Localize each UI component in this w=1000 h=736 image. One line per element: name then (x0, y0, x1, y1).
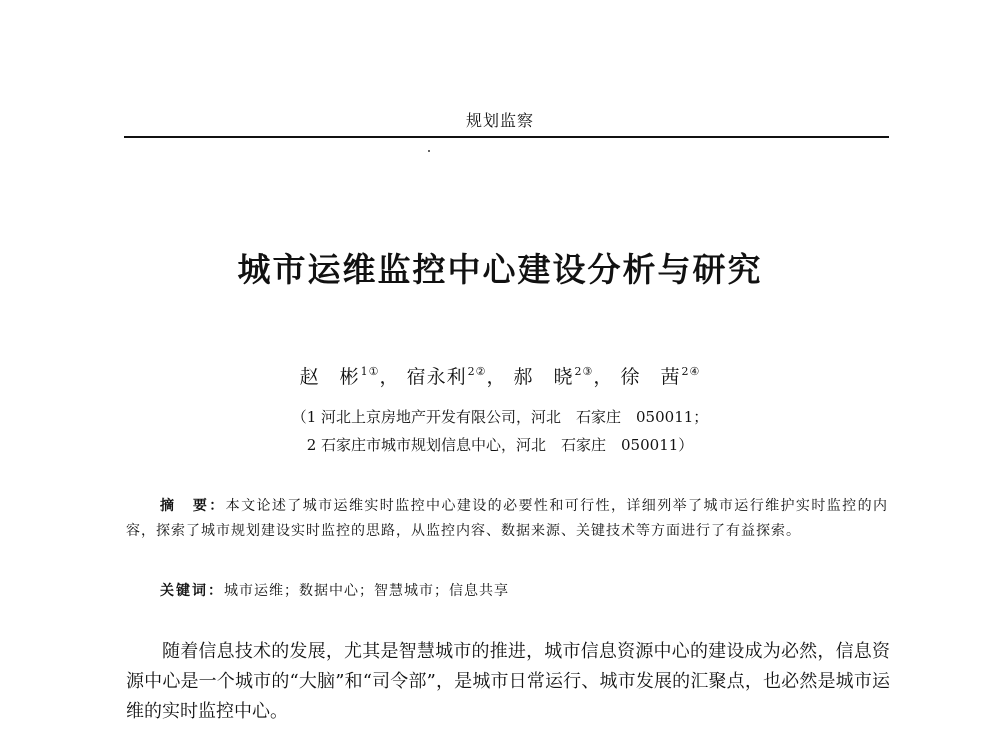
author-separator: ， (486, 366, 507, 388)
truncated-next-line (126, 728, 890, 736)
author-separator: ， (379, 366, 400, 388)
author-name: 郝 晓 (513, 366, 574, 388)
scan-speck (428, 150, 430, 152)
author-separator: ， (593, 366, 614, 388)
author-name: 徐 茜 (620, 366, 681, 388)
author-name: 宿永利 (406, 366, 467, 388)
author-superscript: 1① (360, 365, 380, 378)
author-superscript: 2② (467, 365, 487, 378)
author-line (0, 362, 1000, 389)
affiliation-line-2: 2 石家庄市城市规划信息中心，河北 石家庄 050011） (306, 436, 694, 454)
abstract (126, 494, 888, 544)
author-superscript: 2③ (574, 365, 594, 378)
abstract-label: 摘 要： (160, 498, 226, 514)
keywords-label: 关键词： (160, 583, 224, 599)
abstract-text: 本文论述了城市运维实时监控中心建设的必要性和可行性，详细列举了城市运行维护实时监控的内容，探索了城市规划建设实时监控的思路，从监控内容、数据来源、关键技术等方面进行了有益探索。 (126, 498, 889, 539)
author-name: 赵 彬 (299, 366, 360, 388)
header-rule (124, 136, 889, 138)
keywords (160, 580, 888, 600)
article-title: 城市运维监控中心建设分析与研究 (237, 250, 763, 289)
body-paragraph: 随着信息技术的发展，尤其是智慧城市的推进，城市信息资源中心的建设成为必然，信息资源中心是一个城市的“大脑”和“司令部”，是城市日常运行、城市发展的汇聚点，也必然是城市运维的实时监控中心。 (126, 641, 890, 722)
keywords-text: 城市运维；数据中心；智慧城市；信息共享 (224, 583, 509, 599)
author-superscript: 2④ (681, 365, 701, 378)
running-header: 规划监察 (465, 111, 534, 130)
affiliation-line-1: （1 河北上京房地产开发有限公司，河北 石家庄 050011； (291, 408, 709, 426)
